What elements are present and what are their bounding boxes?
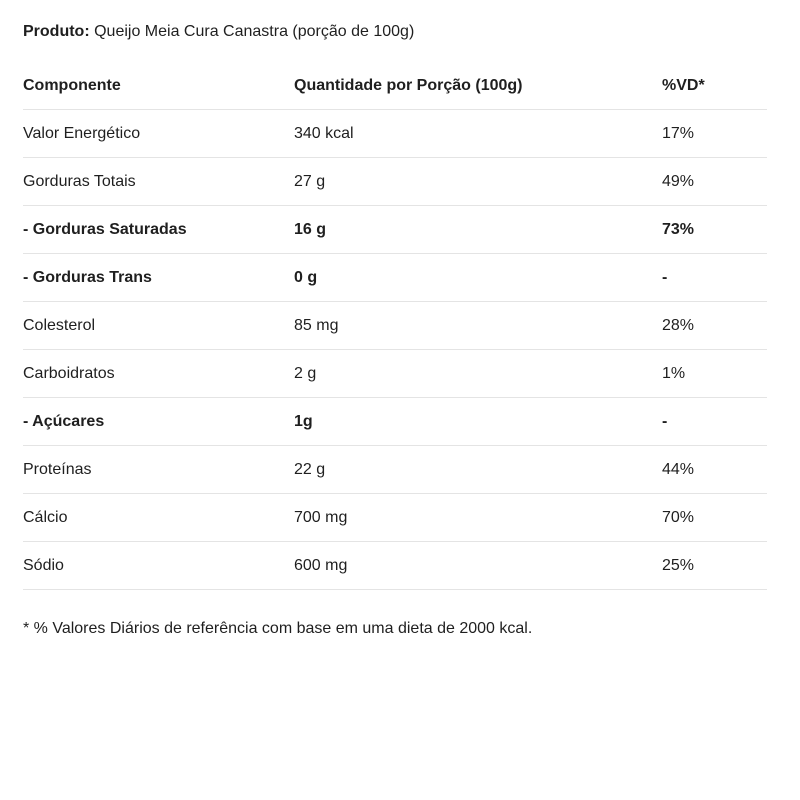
row-component: Sódio: [23, 556, 64, 574]
row-dv: 44%: [662, 460, 695, 478]
row-quantity: 16 g: [294, 220, 327, 238]
row-quantity: 85 mg: [294, 316, 339, 334]
row-component: - Gorduras Saturadas: [23, 220, 187, 238]
table-row: [23, 542, 767, 590]
footnote: * % Valores Diários de referência com base em uma dieta de 2000 kcal.: [23, 620, 533, 637]
product-label: Produto:: [23, 23, 90, 40]
row-dv: 17%: [662, 124, 695, 142]
table-row: [23, 302, 767, 350]
row-quantity: 340 kcal: [294, 124, 354, 142]
row-component: Colesterol: [23, 316, 96, 334]
row-quantity: 2 g: [294, 364, 317, 382]
table-row: [23, 350, 767, 398]
row-dv: 73%: [662, 220, 695, 238]
row-dv: -: [662, 268, 668, 286]
header-dv: %VD*: [662, 76, 705, 94]
row-quantity: 0 g: [294, 268, 318, 286]
row-quantity: 1g: [294, 412, 313, 430]
row-quantity: 22 g: [294, 460, 326, 478]
product-name: Queijo Meia Cura Canastra (porção de 100g): [94, 23, 415, 40]
row-dv: 28%: [662, 316, 695, 334]
row-quantity: 27 g: [294, 172, 326, 190]
row-quantity: 600 mg: [294, 556, 348, 574]
row-dv: 25%: [662, 556, 695, 574]
row-component: - Gorduras Trans: [23, 268, 152, 286]
table-row: [23, 494, 767, 542]
product-line: [23, 21, 767, 43]
table-row: [23, 110, 767, 158]
table-row: [23, 158, 767, 206]
table-row: [23, 206, 767, 254]
row-component: Cálcio: [23, 508, 68, 526]
header-component: Componente: [23, 76, 121, 94]
row-component: Carboidratos: [23, 364, 115, 382]
table-header-row: [23, 62, 767, 110]
table-row: [23, 446, 767, 494]
table-row: [23, 254, 767, 302]
nutrition-table: [23, 62, 767, 590]
row-quantity: 700 mg: [294, 508, 348, 526]
row-dv: 70%: [662, 508, 695, 526]
row-component: Proteínas: [23, 460, 92, 478]
header-quantity: Quantidade por Porção (100g): [294, 76, 523, 94]
row-component: - Açúcares: [23, 412, 105, 430]
row-component: Gorduras Totais: [23, 172, 136, 190]
row-component: Valor Energético: [23, 124, 141, 142]
row-dv: -: [662, 412, 668, 430]
row-dv: 1%: [662, 364, 686, 382]
row-dv: 49%: [662, 172, 695, 190]
table-row: [23, 398, 767, 446]
